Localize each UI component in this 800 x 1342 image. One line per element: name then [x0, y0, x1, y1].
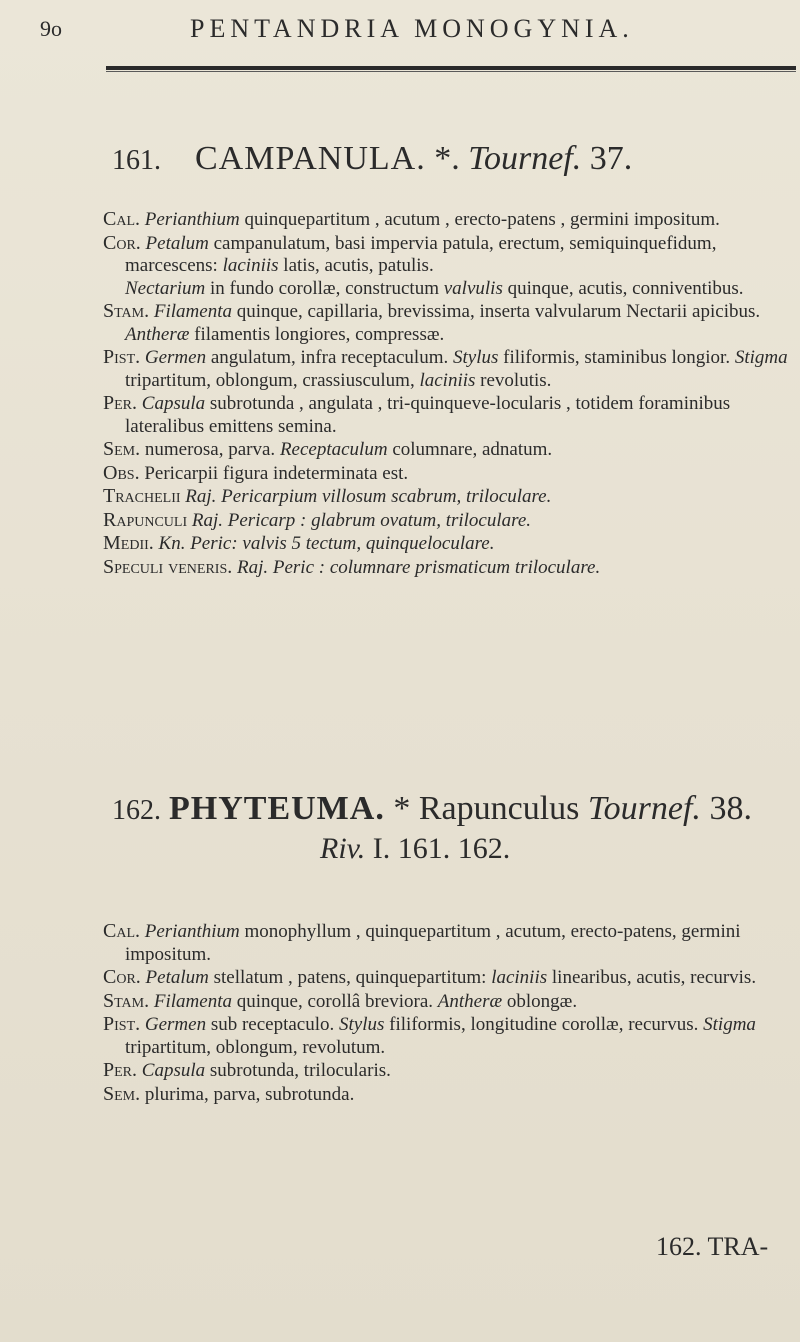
genus-synonym: Rapunculus — [418, 790, 580, 827]
catchword: 162. TRA- — [656, 1232, 769, 1261]
entry-term: Filamenta — [153, 990, 232, 1012]
entry-label: Cor. — [103, 966, 141, 988]
entry-term: laciniis — [419, 369, 476, 391]
entry-text: filiformis, longitudine corollæ, recurvus. — [389, 1014, 699, 1035]
genus-name: CAMPANULA. — [195, 140, 426, 177]
entry-stamens — [103, 990, 793, 1014]
synonym-label: Trachelii — [103, 485, 181, 507]
entry-text: sub receptaculo. — [210, 1014, 335, 1035]
synonym-trachelium — [103, 485, 793, 509]
entry-pericarp — [103, 1059, 793, 1083]
entry-text: linearibus, acutis, recurvis. — [551, 967, 757, 988]
entry-label: Pist. — [103, 346, 141, 368]
entry-text: campanulatum, basi impervia patula, erectum, semiquinquefidum, marcescens: — [125, 232, 717, 276]
entry-text: columnare, adnatum. — [392, 439, 553, 460]
entry-term: Perianthium — [144, 921, 240, 942]
entry-seeds — [103, 438, 793, 462]
entry-text: revolutis. — [480, 369, 552, 391]
entry-label: Per. — [103, 392, 138, 414]
page-number: 9o — [40, 16, 62, 41]
synonym-label: Medii. — [103, 532, 154, 554]
entry-label: Stam. — [103, 989, 150, 1012]
entry-text: quinquepartitum , acutum , erecto-patens , germini impositum. — [244, 209, 720, 230]
entry-text: oblongæ. — [506, 990, 578, 1012]
genus-number: 162. — [112, 795, 161, 826]
entry-corolla — [103, 966, 793, 990]
entry-term: Filamenta — [153, 301, 232, 322]
entry-text: filamentis longiores, compressæ. — [194, 323, 445, 345]
entry-text: subrotunda, trilocularis. — [209, 1060, 391, 1081]
entry-text: subrotunda , angulata , tri-quinqueve-locularis , totidem foraminibus lateralibus emittens semina. — [125, 393, 731, 437]
entry-term: Antheræ — [125, 323, 190, 345]
entry-term: Receptaculum — [279, 439, 388, 460]
entry-term: Stigma — [703, 1014, 756, 1035]
genus-author: Tournef. — [468, 140, 582, 177]
entry-term: Capsula — [141, 1060, 206, 1081]
entry-term: Capsula — [141, 393, 206, 414]
genus-mark: *. — [434, 140, 460, 177]
entry-text: plurima, parva, subrotunda. — [144, 1083, 355, 1105]
entry-term: Petalum — [145, 232, 209, 254]
entry-term: Germen — [144, 347, 207, 368]
entry-text: filiformis, staminibus longior. — [503, 347, 731, 368]
entry-seeds — [103, 1083, 793, 1107]
entry-label: Sem. — [103, 1082, 141, 1105]
entry-term: Perianthium — [144, 209, 240, 230]
entry-term: Petalum — [145, 967, 209, 988]
entry-calyx — [103, 920, 793, 966]
entry-corolla — [103, 232, 793, 301]
entry-label: Per. — [103, 1059, 138, 1081]
genus-author-2: Riv. — [320, 832, 366, 865]
entry-label: Stam. — [103, 300, 150, 322]
entry-observation — [103, 462, 793, 486]
entry-stamens — [103, 300, 793, 346]
synonym-text: Raj. Pericarpium villosum scabrum, triloculare. — [185, 486, 552, 507]
entry-text: stellatum , patens, quinquepartitum: — [213, 967, 487, 988]
entry-label: Pist. — [103, 1013, 141, 1035]
genus-author: Tournef. — [587, 790, 701, 827]
entry-term: laciniis — [491, 967, 548, 988]
genus-heading-phyteuma — [112, 790, 752, 828]
synonym-label: Rapunculi — [103, 508, 188, 531]
genus-ref: 38. — [709, 790, 752, 827]
entry-label: Obs. — [103, 461, 140, 484]
entry-label: Cor. — [103, 231, 141, 254]
entry-term: laciniis — [222, 255, 279, 276]
entry-term: Antheræ — [437, 990, 503, 1012]
running-title: PENTANDRIA MONOGYNIA. — [190, 14, 634, 43]
entry-text: monophyllum , quinquepartitum , acutum, erecto-patens, germini impositum. — [125, 921, 741, 965]
entry-label: Sem. — [103, 438, 141, 460]
entry-text: quinque, acutis, conniventibus. — [507, 277, 744, 299]
synonym-rapunculus — [103, 509, 793, 533]
entry-text: tripartitum, oblongum, crassiusculum, — [125, 369, 415, 391]
entry-pistil — [103, 1013, 793, 1059]
synonym-speculum-veneris — [103, 556, 793, 580]
entry-text: latis, acutis, patulis. — [283, 255, 434, 276]
entry-text: Pericarpii figura indeterminata est. — [144, 462, 409, 484]
synonym-text: Raj. Peric : columnare prismaticum triloculare. — [236, 556, 601, 578]
entry-term: Germen — [144, 1014, 207, 1035]
entry-pistil — [103, 346, 793, 392]
entry-pericarp — [103, 392, 793, 438]
entry-text: numerosa, parva. — [144, 439, 276, 460]
synonym-medium — [103, 532, 793, 556]
genus-heading-phyteuma-line2 — [320, 832, 510, 866]
entry-label: Cal. — [103, 208, 141, 230]
genus-mark: * — [393, 790, 411, 827]
entry-term: Stylus — [339, 1014, 385, 1035]
genus-ref-2: I. 161. 162. — [372, 832, 511, 865]
entry-text: angulatum, infra receptaculum. — [210, 347, 449, 368]
entry-text: quinque, capillaria, brevissima, inserta valvularum Nectarii apicibus. — [236, 301, 761, 322]
synonym-label: Speculi veneris. — [103, 555, 233, 578]
entry-term: Stylus — [452, 347, 499, 368]
entry-text: tripartitum, oblongum, revolutum. — [125, 1036, 386, 1058]
entry-text: quinque, corollâ breviora. — [236, 990, 433, 1012]
genus-heading-campanula — [112, 140, 632, 178]
genus-name: PHYTEUMA. — [169, 790, 385, 827]
genus-number: 161. — [112, 145, 161, 176]
synonym-text: Kn. Peric: valvis 5 tectum, quinqueloculare. — [158, 533, 495, 554]
header-rule — [106, 66, 796, 70]
genus-description-campanula — [103, 208, 793, 579]
entry-term: valvulis — [443, 277, 503, 299]
entry-term: Nectarium — [125, 277, 206, 299]
running-head — [40, 14, 760, 54]
entry-term: Stigma — [734, 347, 788, 368]
genus-ref: 37. — [589, 140, 633, 177]
entry-text: in fundo corollæ, constructum — [209, 277, 439, 299]
genus-description-phyteuma — [103, 920, 793, 1106]
entry-calyx — [103, 208, 793, 232]
synonym-text: Raj. Pericarp : glabrum ovatum, triloculare. — [191, 509, 532, 531]
entry-label: Cal. — [103, 920, 141, 942]
